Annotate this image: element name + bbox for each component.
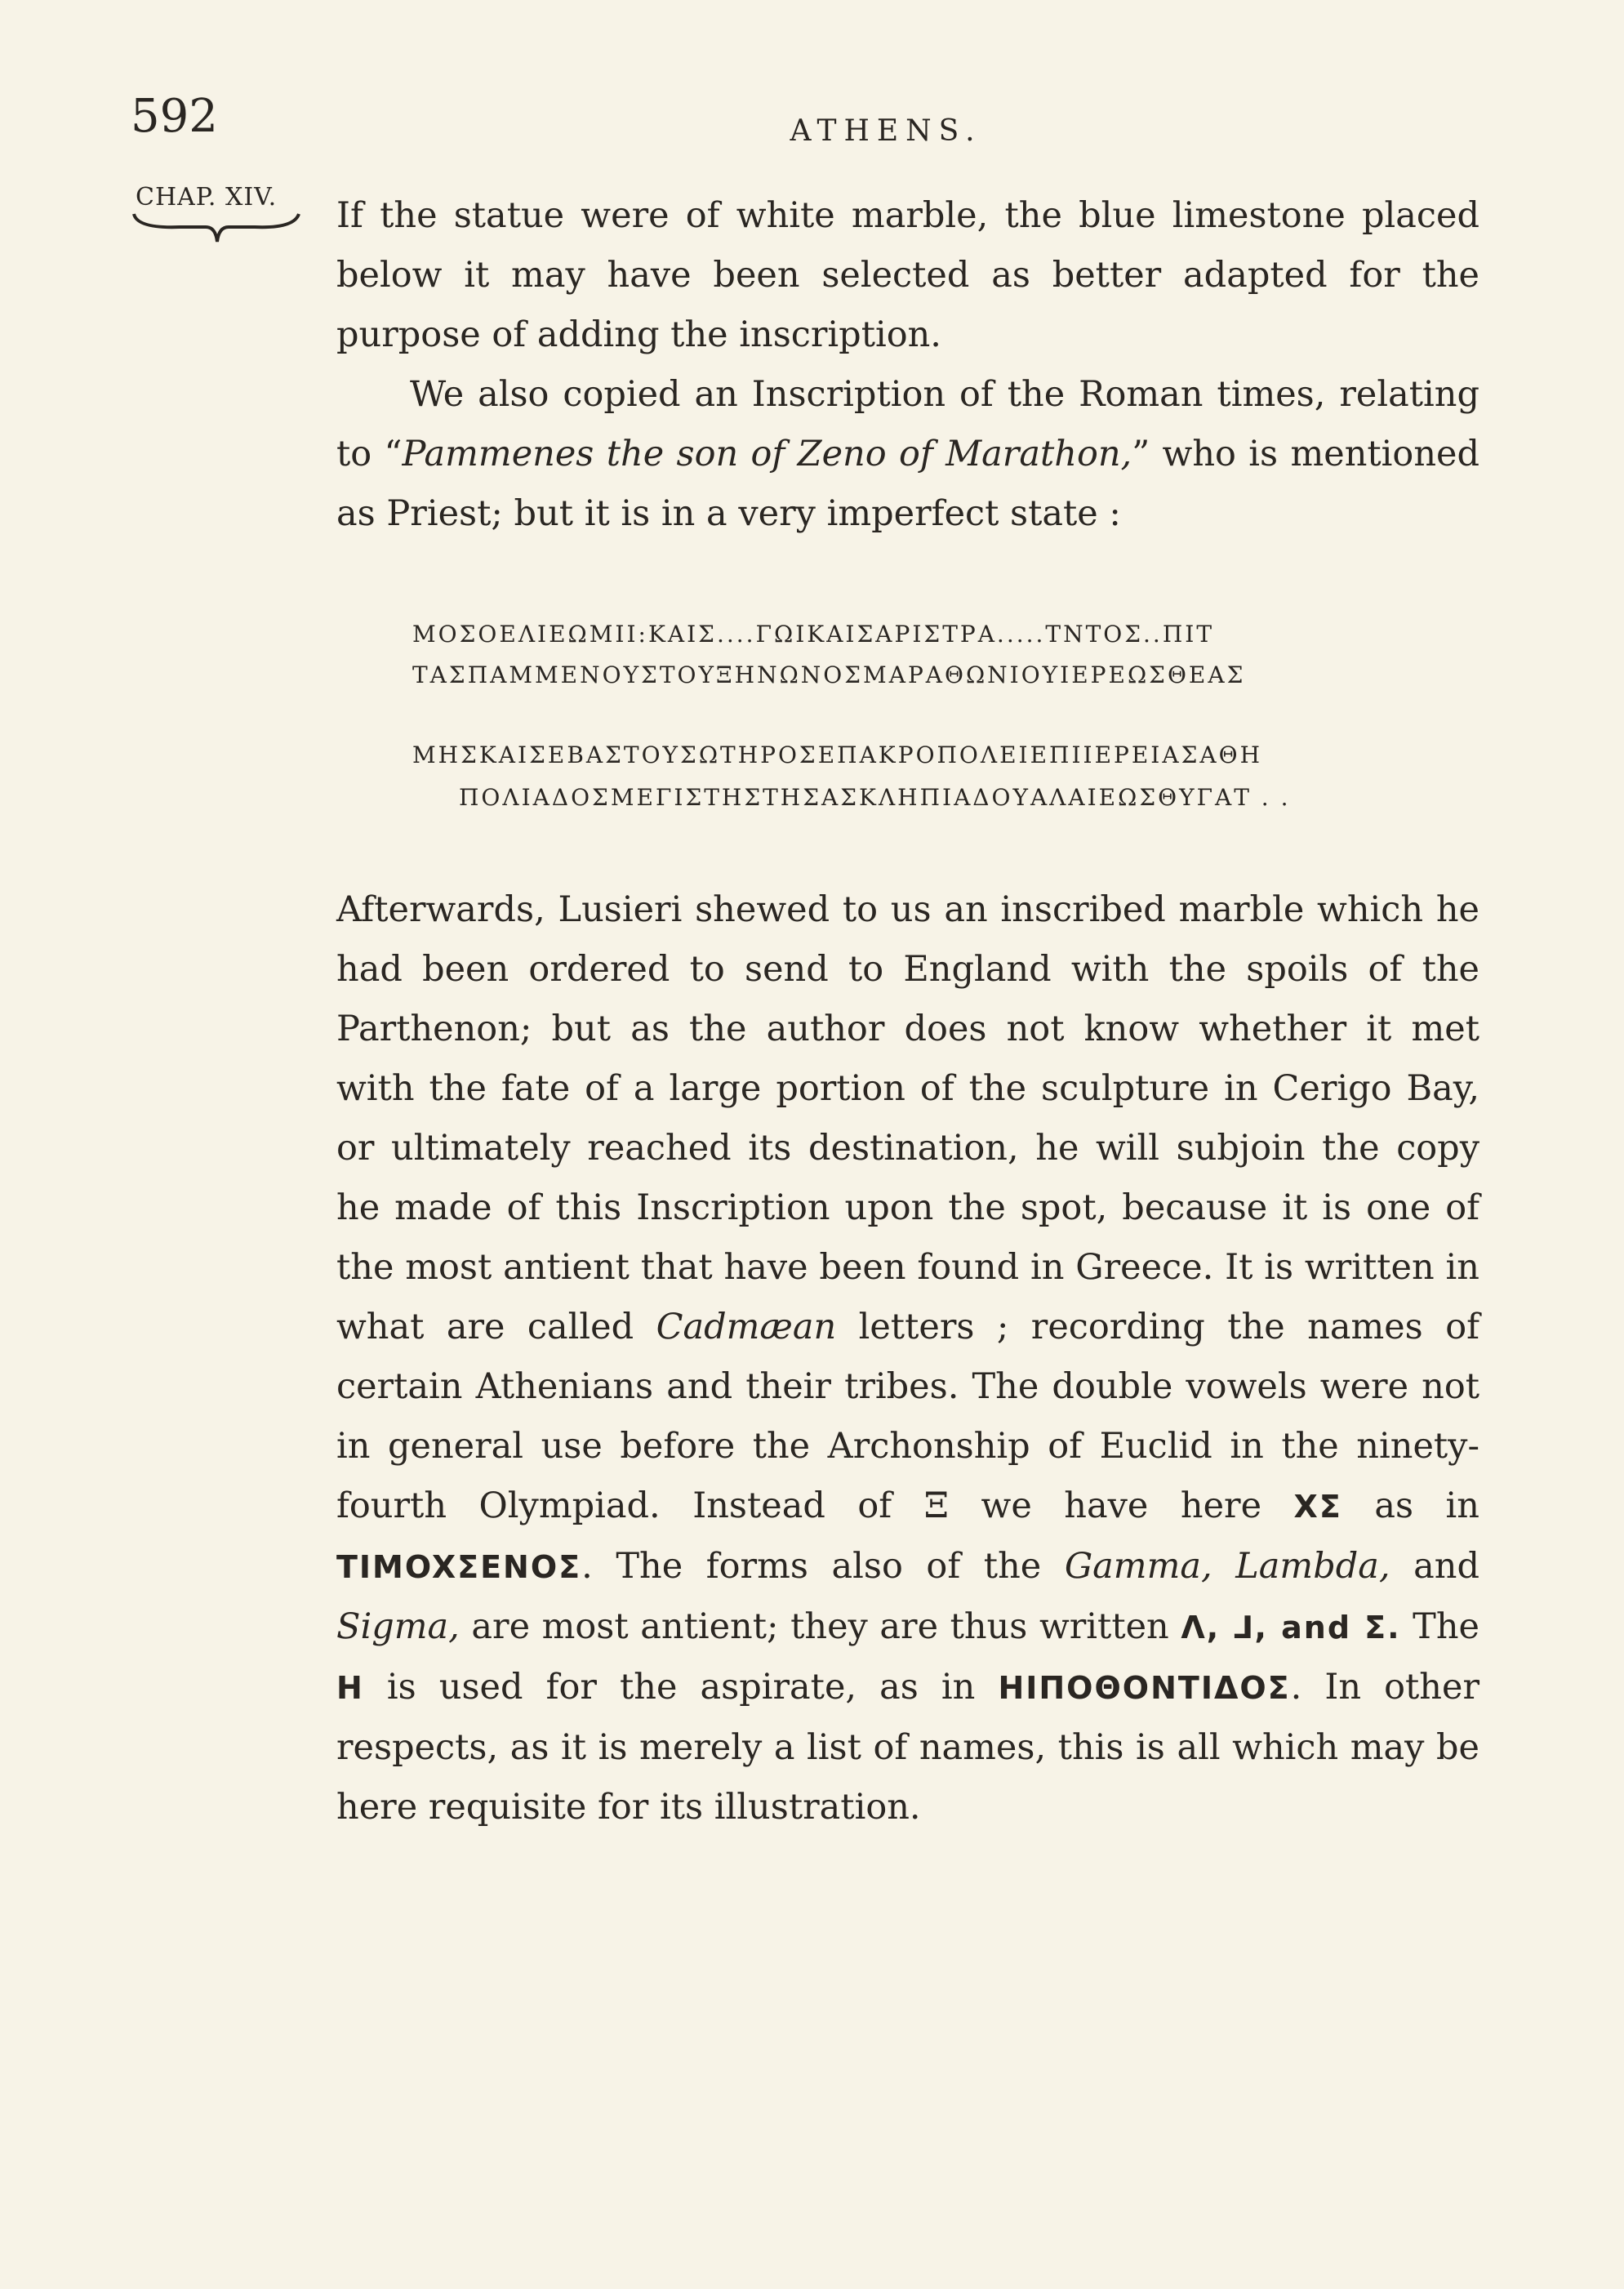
sigma-italic: Sigma, [336, 1606, 460, 1647]
inscription-line-4: ΠΟΛΙΑΔΟΣΜΕΓΙΣΤΗΣΤΗΣΑΣΚΛΗΠΙΑΔΟΥΑΛΑΙΕΩΣΘΥΓΑΤ . . [459, 784, 1291, 811]
paragraph-statue: If the statue were of white marble, the blue limestone placed below it may have been selected as better adapted for the purpose of adding the inscription. [336, 195, 1479, 355]
xi-symbol: Ξ [923, 1485, 949, 1526]
inscription-line-1: ΜΟΣΟΕΛΙΕΩΜΙΙ:ΚΑΙΣ....ΓΩΙΚΑΙΣΑΡΙΣΤΡΑ.....ΤΝΤΟΣ..ΠΙΤ [412, 621, 1214, 648]
lusieri-text-4: as in [1341, 1485, 1479, 1526]
timoxenos-word: TIMOXΣENOΣ [336, 1549, 582, 1585]
chapter-label: CHAP. XIV. [136, 183, 278, 212]
inscription-line-2: ΤΑΣΠΑΜΜΕΝΟΥΣΤΟΥΞΗΝΩΝΟΣΜΑΡΑΘΩΝΙΟΥΙΕΡΕΩΣΘΕΑΣ [412, 661, 1246, 688]
page-number: 592 [131, 90, 218, 143]
lusieri-text-1: Afterwards, Lusieri shewed to us an inscribed marble which he had been ordered to send to England with the spoils of the Parthenon; but as the author does not know whether it met with the fate of a large portion of the sculpture in Cerigo Bay, or ultimately reached its destination, he will subjoin the copy he made of this Inscription upon the spot, because it is one of the most antient that have been found in Greece. It is written in what are called [336, 889, 1479, 1347]
gamma-lambda-italic: Gamma, Lambda, [1064, 1546, 1390, 1587]
running-title: ATHENS. [790, 114, 982, 148]
ks-symbol: XΣ [1293, 1489, 1342, 1525]
brace-ornament [131, 209, 302, 245]
inscription-line-3: ΜΗΣΚΑΙΣΕΒΑΣΤΟΥΣΩΤΗΡΟΣΕΠΑΚΡΟΠΟΛΕΙΕΠΙΙΕΡΕΙΑΣΑΘΗ [412, 741, 1262, 768]
lusieri-text-8: is used for the aspirate, as in [363, 1667, 999, 1708]
letter-forms: Λ, ⅃, and Σ. [1181, 1610, 1401, 1645]
paragraph-lusieri [336, 880, 1479, 1837]
hippothontidos-word: HΙΠΟΘΟΝΤΙΔΟΣ [998, 1670, 1291, 1706]
lusieri-text-2: letters ; recording the names of certain Athenians and their tribes. The double vowels were not in general use before the Archonship of Euclid in the ninety-fourth Olympiad. Instead of [336, 1307, 1479, 1526]
lusieri-text-7: The [1400, 1606, 1479, 1647]
h-symbol: H [336, 1670, 364, 1706]
pammenes-italic: Pammenes the son of Zeno of Marathon, [402, 434, 1132, 474]
lusieri-and: and [1390, 1546, 1479, 1587]
paragraph-pammenes [336, 365, 1479, 544]
lusieri-text-3: we have here [949, 1485, 1294, 1526]
pammenes-text-before: We also copied an Inscription of the Roman times, relating to “ [336, 374, 1479, 474]
lusieri-text-5: . The forms also of the [581, 1546, 1065, 1587]
lusieri-text-6: are most antient; they are thus written [459, 1606, 1181, 1647]
lusieri-text-9: . In other respects, as it is merely a list of names, this is all which may be here requisite for its illustration. [336, 1667, 1479, 1828]
pammenes-text-after: ” who is mentioned as Priest; but it is in a very imperfect state : [336, 434, 1479, 534]
cadmaean-italic: Cadmæan [656, 1307, 837, 1347]
